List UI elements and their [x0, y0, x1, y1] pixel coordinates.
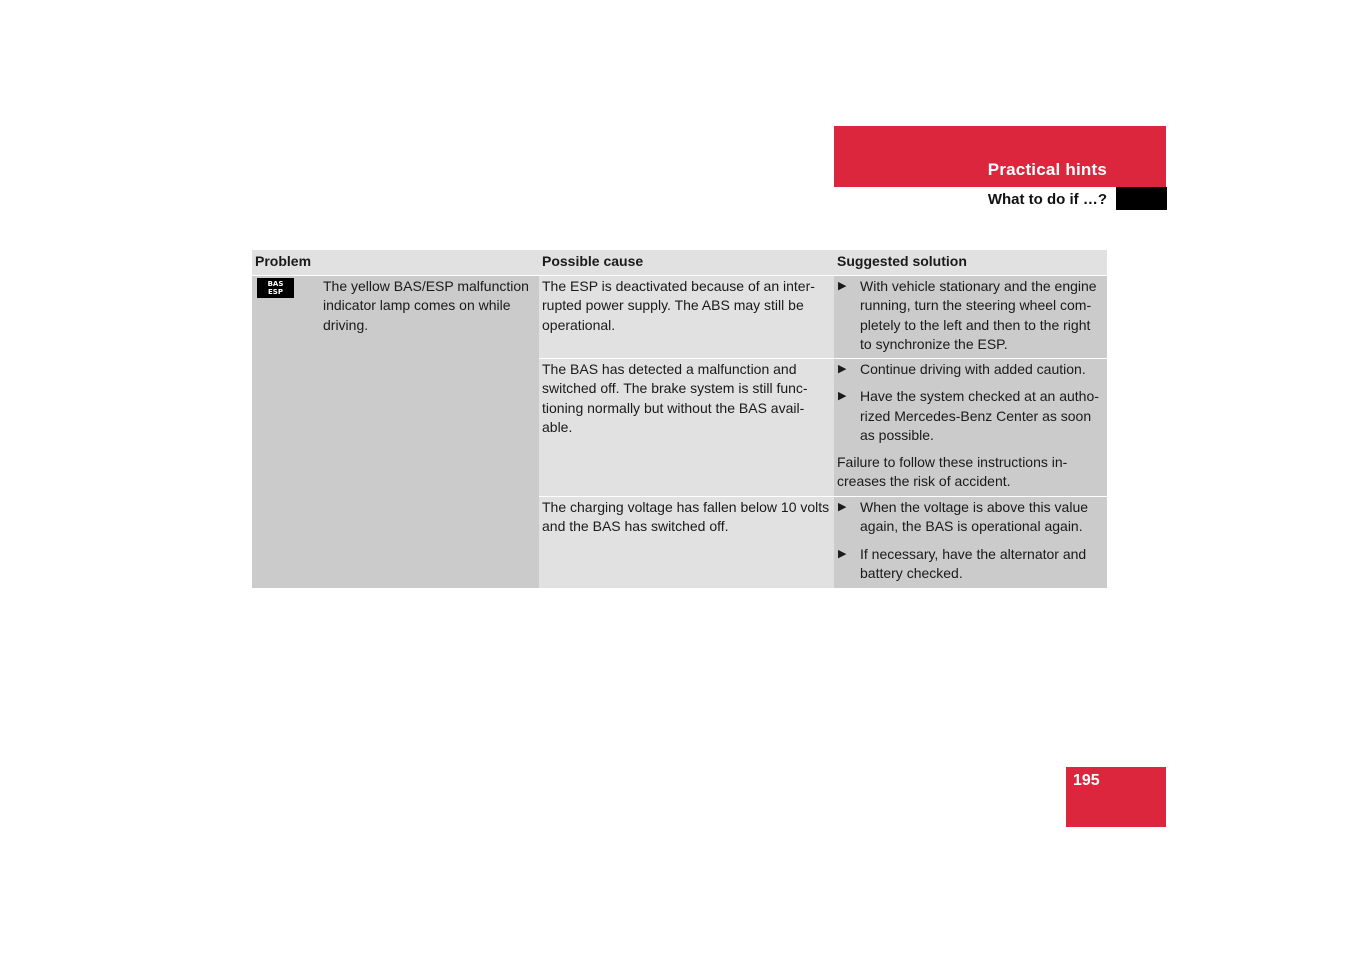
indicator-label-bas: BAS — [267, 280, 284, 288]
bullet-arrow-icon: ▶ — [838, 390, 847, 403]
cause-cell — [539, 497, 834, 588]
cause-cell — [539, 359, 834, 496]
bas-esp-indicator-icon — [257, 278, 294, 298]
bullet-arrow-icon: ▶ — [838, 547, 847, 560]
problem-text: The yellow BAS/ESP malfunction indicator lamp comes on while driving. — [323, 278, 529, 333]
solution-cell — [834, 359, 1107, 496]
solution-cell — [834, 497, 1107, 588]
bullet-arrow-icon: ▶ — [838, 363, 847, 375]
page-number: 195 — [1073, 772, 1100, 789]
cause-text: The BAS has detected a malfunction and switched off. The brake system is still func-tioning normally but without the BAS avail-able. — [542, 361, 808, 435]
problem-cell — [252, 276, 539, 588]
section-title: Practical hints — [987, 160, 1107, 179]
column-header-cause: Possible cause — [539, 250, 834, 275]
solution-cell — [834, 276, 1107, 358]
subsection-title: What to do if …? — [987, 191, 1107, 208]
solution-item: ▶ When the voltage is above this value again, the BAS is operational again. — [838, 499, 1089, 535]
cause-text: The charging voltage has fallen below 10 volts and the BAS has switched off. — [542, 499, 830, 535]
column-header-problem: Problem — [252, 250, 539, 275]
warning-note: Failure to follow these instructions in-creases the risk of accident. — [837, 454, 1068, 490]
indicator-label-esp: ESP — [268, 288, 283, 296]
troubleshooting-table — [252, 250, 1107, 588]
page-number-box — [1066, 767, 1166, 827]
chapter-tab — [1116, 187, 1167, 210]
cause-cell — [539, 276, 834, 358]
bullet-arrow-icon: ▶ — [838, 280, 847, 292]
solution-item: ▶ With vehicle stationary and the engine running, turn the steering wheel com-pletely to the left and then to the right to synchronize the ESP. — [838, 278, 1097, 352]
bullet-arrow-icon: ▶ — [838, 501, 847, 513]
cause-text: The ESP is deactivated because of an inter-rupted power supply. The ABS may still be operational. — [542, 278, 815, 333]
solution-item: ▶ Have the system checked at an autho-rized Mercedes-Benz Center as soon as possible. — [838, 388, 1099, 443]
column-header-solution: Suggested solution — [834, 250, 1107, 275]
solution-item: ▶ Continue driving with added caution. — [837, 360, 1104, 379]
solution-item: ▶ If necessary, have the alternator and battery checked. — [838, 545, 1087, 581]
